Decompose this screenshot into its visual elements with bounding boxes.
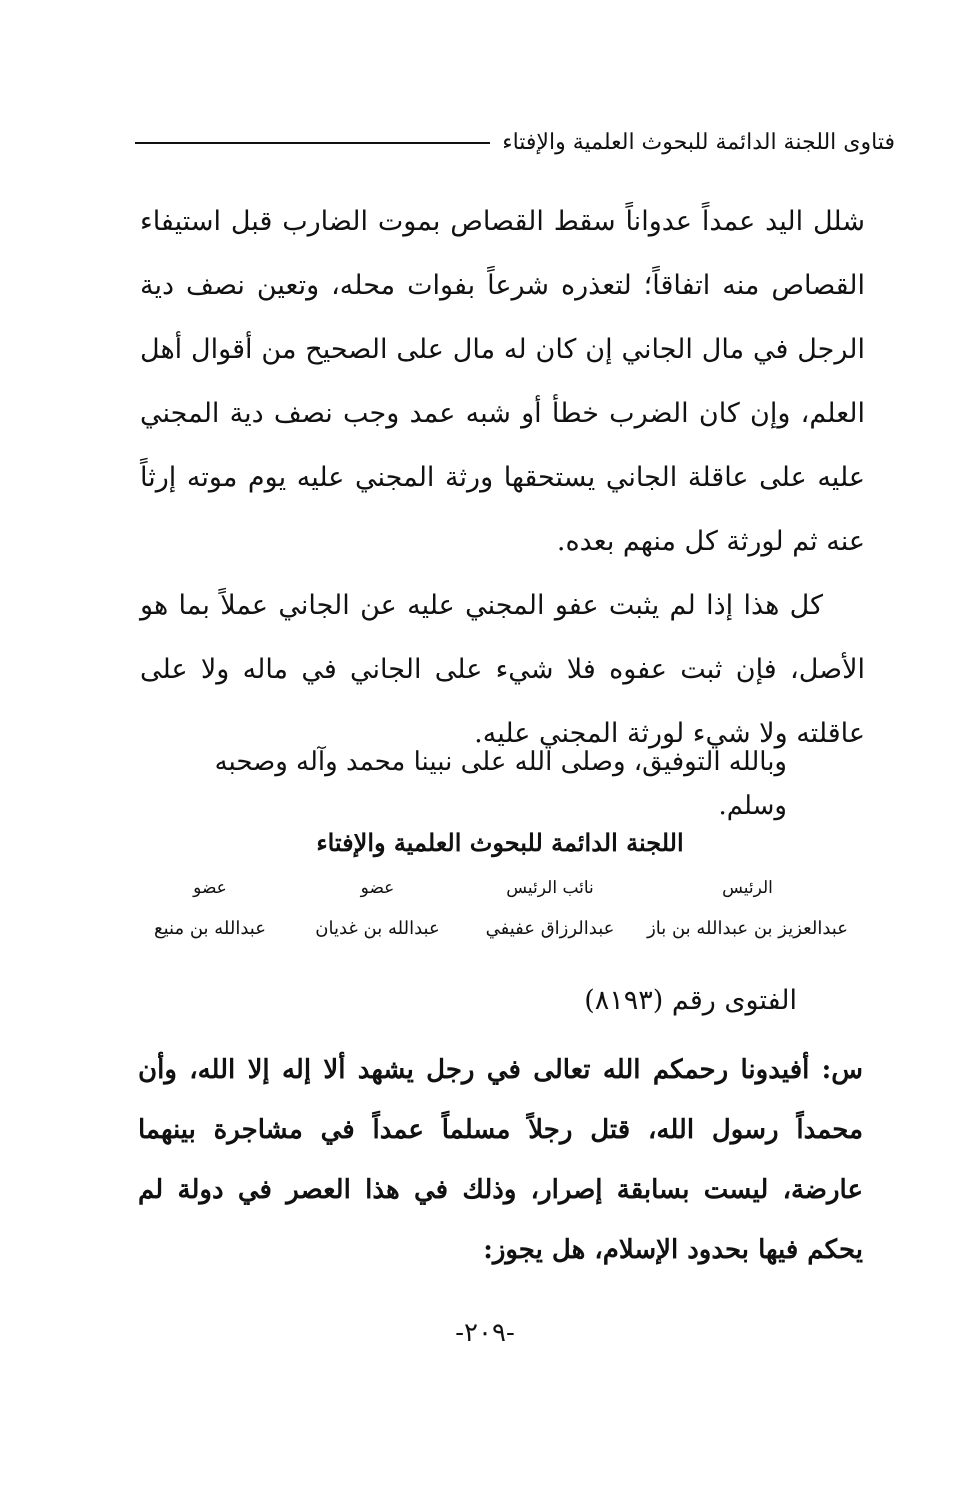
- member-name: عبدالعزيز بن عبدالله بن باز: [647, 918, 848, 939]
- member-name: عبدالرزاق عفيفي: [485, 918, 615, 939]
- running-header: [135, 130, 895, 155]
- member-name: عبدالله بن منيع: [154, 918, 266, 939]
- member-role: عضو: [360, 878, 395, 898]
- answer-paragraph-1: شلل اليد عمداً عدواناً سقط القصاص بموت الضارب قبل استيفاء القصاص منه اتفاقاً؛ لتعذره شرعاً بفوات محله، وتعين نصف دية الرجل في مال الجاني إن كان له مال على الصحيح من أقوال أهل العلم، وإن كان الضرب خطأ أو شبه عمد وجب نصف دية المجني عليه على عاقلة الجاني يستحقها ورثة المجني عليه يوم موته إرثاً عنه ثم لورثة كل منهم بعده.: [140, 206, 865, 557]
- closing-prayer: وبالله التوفيق، وصلى الله على نبينا محمد وآله وصحبه وسلم.: [214, 747, 787, 821]
- header-title: فتاوى اللجنة الدائمة للبحوث العلمية والإفتاء: [502, 130, 895, 155]
- committee-title: اللجنة الدائمة للبحوث العلمية والإفتاء: [316, 828, 684, 857]
- committee-roles: [130, 878, 860, 898]
- fatwa-number: الفتوى رقم (٨١٩٣): [584, 985, 797, 1016]
- committee-names: [130, 918, 860, 939]
- member-role: عضو: [193, 878, 227, 898]
- fatwa-answer-text: [140, 190, 865, 766]
- member-name: عبدالله بن غديان: [315, 918, 440, 939]
- member-role: الرئيس: [722, 878, 773, 898]
- header-rule: [135, 142, 490, 144]
- answer-paragraph-2: كل هذا إذا لم يثبت عفو المجني عليه عن الجاني عملاً بما هو الأصل، فإن ثبت عفوه فلا شيء على الجاني في ماله ولا على عاقلته ولا شيء لورثة المجني عليه.: [140, 590, 865, 749]
- fatwa-question: س: أفيدونا رحمكم الله تعالى في رجل يشهد ألا إله إلا الله، وأن محمداً رسول الله، قتل رجلاً مسلماً عمداً في مشاجرة بينهما عارضة، ليست بسابقة إصرار، وذلك في هذا العصر في دولة لم يحكم فيها بحدود الإسلام، هل يجوز:: [138, 1055, 863, 1265]
- member-role: نائب الرئيس: [506, 878, 594, 898]
- page-number: -٢٠٩-: [455, 1318, 515, 1348]
